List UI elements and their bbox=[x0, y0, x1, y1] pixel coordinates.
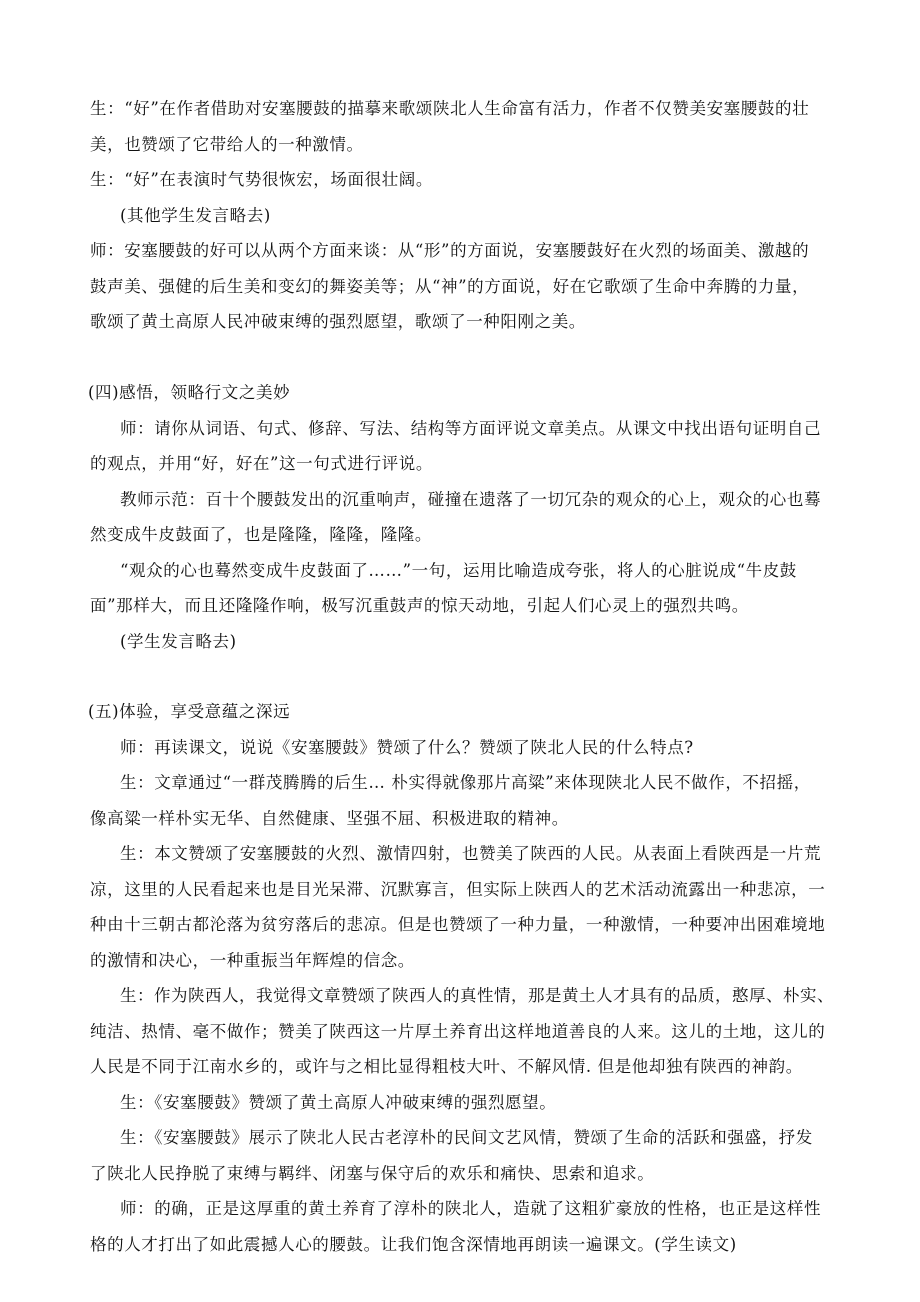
text-line: 人民是不同于江南水乡的，或许与之相比显得粗枝大叶、不解风情. 但是他却独有陕西的神韵。 bbox=[90, 1057, 803, 1076]
text-line: (学生发言略去) bbox=[120, 632, 237, 651]
text-line: 的观点，并用“好，好在”这一句式进行评说。 bbox=[90, 454, 433, 473]
text-line: 生：本文赞颂了安塞腰鼓的火烈、激情四射，也赞美了陕西的人民。从表面上看陕西是一片荒 bbox=[120, 844, 822, 863]
text-line: 生：“好”在作者借助对安塞腰鼓的描摹来歌颂陕北人生命富有活力，作者不仅赞美安塞腰鼓的壮 bbox=[90, 99, 810, 118]
text-line: 生：作为陕西人，我觉得文章赞颂了陕西人的真性情，那是黄土人才具有的品质，憨厚、朴实、 bbox=[120, 986, 834, 1005]
text-line: (其他学生发言略去) bbox=[120, 206, 271, 225]
text-line: 像高粱一样朴实无华、自然健康、坚强不屈、积极进取的精神。 bbox=[90, 809, 569, 828]
text-line: 生：《安塞腰鼓》展示了陕北人民古老淳朴的民间文艺风情，赞颂了生命的活跃和强盛，抒发 bbox=[120, 1128, 813, 1147]
text-line: 美，也赞颂了它带给人的一种激情。 bbox=[90, 135, 364, 154]
text-line: 了陕北人民挣脱了束缚与羁绊、闭塞与保守后的欢乐和痛快、思索和追求。 bbox=[90, 1164, 655, 1183]
text-line: 纯洁、热情、毫不做作；赞美了陕西这一片厚土养育出这样地道善良的人来。这儿的土地，这儿的 bbox=[90, 1022, 826, 1041]
text-line: 面”那样大，而且还隆隆作响，极写沉重鼓声的惊天动地，引起人们心灵上的强烈共鸣。 bbox=[90, 596, 749, 615]
text-line: 的激情和决心，一种重振当年辉煌的信念。 bbox=[90, 951, 415, 970]
section-heading: (五)体验，享受意蕴之深远 bbox=[88, 702, 291, 721]
text-line: 歌颂了黄土高原人民冲破束缚的强烈愿望，歌颂了一种阳刚之美。 bbox=[90, 312, 586, 331]
text-line: 然变成牛皮鼓面了，也是隆隆，隆隆，隆隆。 bbox=[90, 525, 432, 544]
text-line: 鼓声美、强健的后生美和变幻的舞姿美等；从“神”的方面说，好在它歌颂了生命中奔腾的力量， bbox=[90, 277, 810, 296]
text-line: 教师示范：百十个腰鼓发出的沉重响声，碰撞在遗落了一切冗杂的观众的心上，观众的心也蓦 bbox=[120, 490, 822, 509]
text-line: 生：《安塞腰鼓》赞颂了黄土高原人冲破束缚的强烈愿望。 bbox=[120, 1093, 557, 1112]
text-line: 师：安塞腰鼓的好可以从两个方面来谈：从“形”的方面说，安塞腰鼓好在火烈的场面美、激越的 bbox=[90, 241, 810, 260]
text-line: 师：请你从词语、句式、修辞、写法、结构等方面评说文章美点。从课文中找出语句证明自己 bbox=[120, 419, 822, 438]
text-line: 格的人才打出了如此震撼人心的腰鼓。让我们饱含深情地再朗读一遍课文。(学生读文) bbox=[90, 1235, 737, 1254]
text-line: 凉，这里的人民看起来也是目光呆滞、沉默寡言，但实际上陕西人的艺术活动流露出一种悲凉，一 bbox=[90, 880, 826, 899]
section-heading: (四)感悟，领略行文之美妙 bbox=[88, 383, 291, 402]
text-line: 生：“好”在表演时气势很恢宏，场面很壮阔。 bbox=[90, 170, 433, 189]
text-line: “观众的心也蓦然变成牛皮鼓面了……”一句，运用比喻造成夸张，将人的心脏说成“牛皮鼓 bbox=[120, 561, 797, 580]
text-line: 师：再读课文，说说《安塞腰鼓》赞颂了什么？赞颂了陕北人民的什么特点? bbox=[120, 738, 694, 757]
text-line: 种由十三朝古都沦落为贫穷落后的悲凉。但是也赞颂了一种力量，一种激情，一种要冲出困难境地 bbox=[90, 915, 826, 934]
text-line: 师：的确，正是这厚重的黄土养育了淳朴的陕北人，造就了这粗犷豪放的性格，也正是这样性 bbox=[120, 1199, 822, 1218]
text-line: 生：文章通过“一群茂腾腾的后生… 朴实得就像那片高粱”来体现陕北人民不做作，不招摇， bbox=[120, 773, 811, 792]
